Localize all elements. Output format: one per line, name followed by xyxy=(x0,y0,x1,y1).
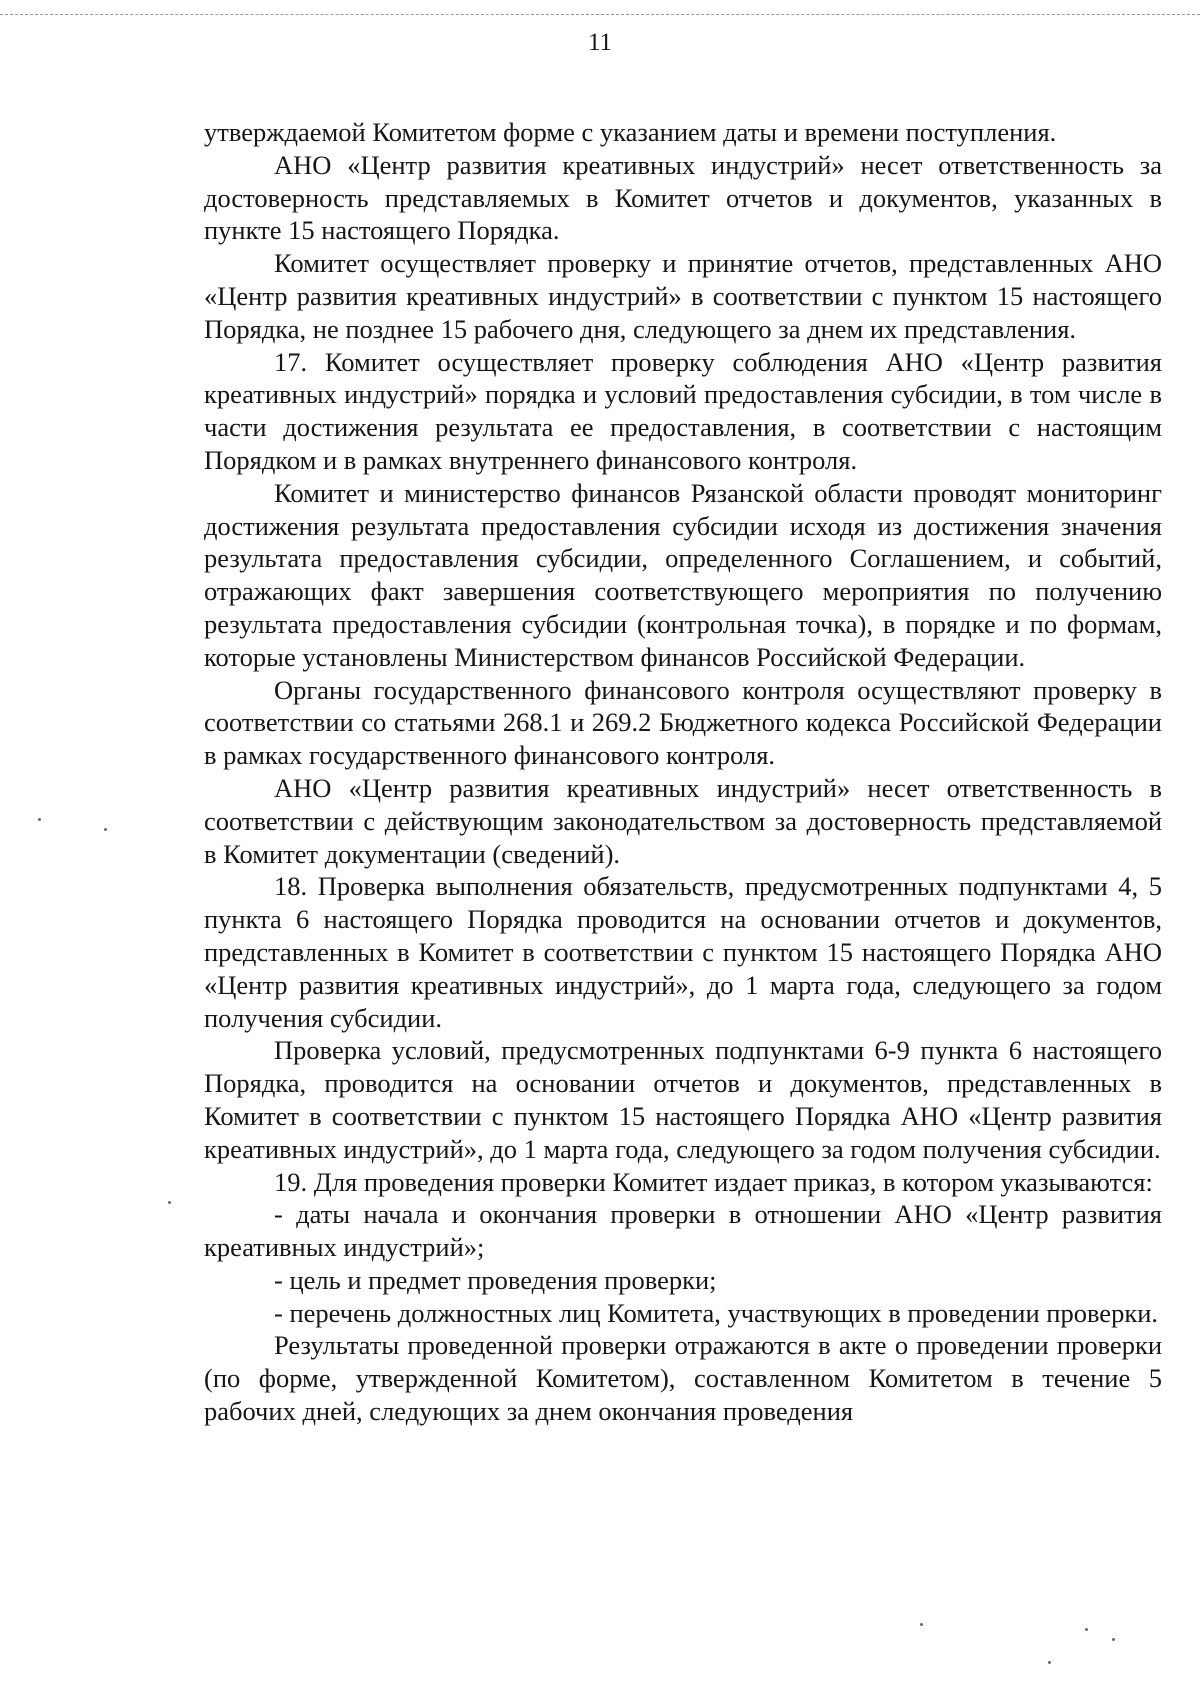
scan-speck xyxy=(1048,1661,1051,1664)
paragraph-item-19: 19. Для проведения проверки Комитет издает приказ, в котором указываются: xyxy=(274,1166,1153,1197)
paragraph: Результаты проведенной проверки отражаются в акте о проведении проверки (по форме, утвержденной Комитетом), составленном Комитетом в течение 5 рабочих дней, следующих за днем окончания проведения xyxy=(204,1330,1162,1427)
paragraph-item-17: 17. Комитет осуществляет проверку соблюдения АНО «Центр развития креативных индустрий» порядка и условий предоставления субсидии, в том числе в части достижения результата ее предоставления, в соответствии с настоящим Порядком и в рамках внутреннего финансового контроля. xyxy=(204,346,1162,475)
paragraph: Комитет и министерство финансов Рязанской области проводят мониторинг достижения результата предоставления субсидии исходя из достижения значения результата предоставления субсидии, определенного Соглашением, и событий, отражающих факт завершения соответствующего мероприятия по получению результата предоставления субсидии (контрольная точка), в порядке и по формам, которые установлены Министерством финансов Российской Федерации. xyxy=(204,477,1162,672)
scan-speck xyxy=(104,828,107,831)
list-item: - даты начала и окончания проверки в отношении АНО «Центр развития креативных индустрий»; xyxy=(204,1199,1162,1263)
paragraph: Проверка условий, предусмотренных подпунктами 6-9 пункта 6 настоящего Порядка, проводится на основании отчетов и документов, представленных в Комитет в соответствии с пунктом 15 настоящего Порядка АНО «Центр развития креативных индустрий», до 1 марта года, следующего за годом получения субсидии. xyxy=(204,1035,1162,1164)
paragraph-continuation: утверждаемой Комитетом форме с указанием даты и времени поступления. xyxy=(204,117,1057,147)
paragraph: Комитет осуществляет проверку и принятие отчетов, представленных АНО «Центр развития креативных индустрий» в соответствии с пунктом 15 настоящего Порядка, не позднее 15 рабочего дня, следующего за днем их представления. xyxy=(204,248,1162,344)
list-item: - цель и предмет проведения проверки; xyxy=(274,1264,717,1295)
paragraph: АНО «Центр развития креативных индустрий» несет ответственность за достоверность представляемых в Комитет отчетов и документов, указанных в пункте 15 настоящего Порядка. xyxy=(204,149,1162,246)
scan-speck xyxy=(38,818,41,821)
paragraph: Органы государственного финансового контроля осуществляют проверку в соответствии со статьями 268.1 и 269.2 Бюджетного кодекса Российской Федерации в рамках государственного финансового контроля. xyxy=(204,674,1162,771)
scan-speck xyxy=(920,1623,923,1626)
paragraph-item-18: 18. Проверка выполнения обязательств, предусмотренных подпунктами 4, 5 пункта 6 настоящего Порядка проводится на основании отчетов и документов, представленных в Комитет в соответствии с пунктом 15 настоящего Порядка АНО «Центр развития креативных индустрий», до 1 марта года, следующего за годом получения субсидии. xyxy=(204,871,1162,1033)
paragraph: АНО «Центр развития креативных индустрий» несет ответственность в соответствии с действующим законодательством за достоверность представляемой в Комитет документации (сведений). xyxy=(204,772,1162,869)
scan-speck xyxy=(1085,1628,1088,1631)
page-number: 11 xyxy=(587,29,613,56)
document-body xyxy=(204,116,1162,1428)
scan-speck xyxy=(1112,1638,1115,1641)
scan-top-edge-line xyxy=(0,14,1200,15)
scan-speck xyxy=(168,1201,171,1204)
list-item: - перечень должностных лиц Комитета, участвующих в проведении проверки. xyxy=(274,1297,1158,1328)
